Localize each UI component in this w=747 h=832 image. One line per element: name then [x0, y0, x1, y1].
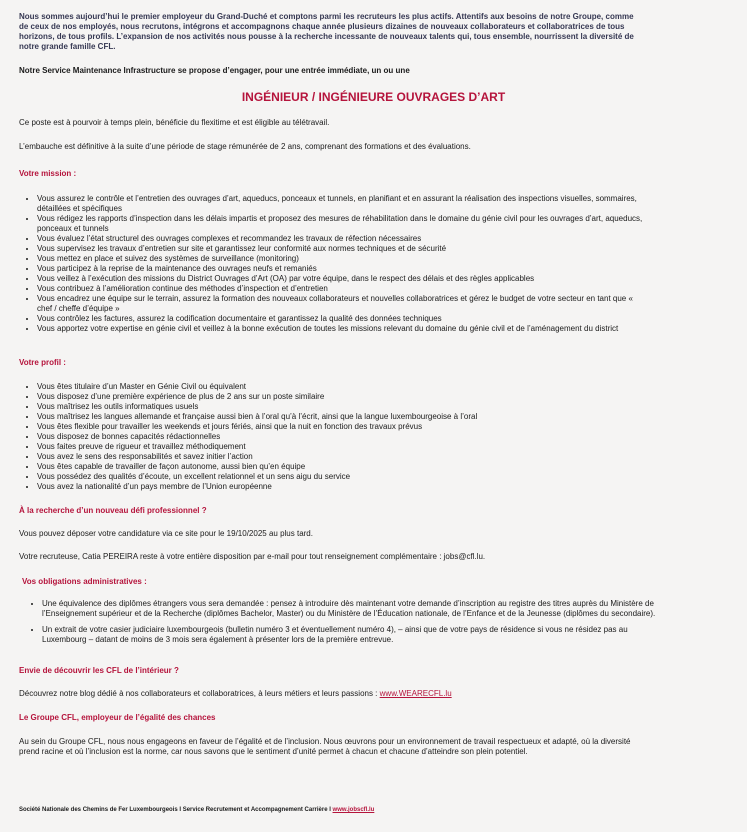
list-item: • Vous êtes titulaire d’un Master en Génie Civil ou équivalent: [37, 382, 647, 392]
list-item: • Vous possédez des qualités d’écoute, un excellent relationnel et un sens aigu du service: [37, 472, 647, 482]
list-item: • Vous avez la nationalité d’un pays membre de l’Union européenne: [37, 482, 647, 492]
intro-paragraph: Nous sommes aujourd’hui le premier employeur du Grand-Duché et comptons parmi les recruteurs les plus actifs. Attentifs aux besoins de notre Groupe, comme de ceux de nos employés, nous recrutons, intégrons et accompagnons chaque année plusieurs dizaines de nouveaux collaborateurs et collaboratrices de tous horizons, de tous profils. L’expansion de nos activités nous pousse à la recherche incessante de nouveaux talents qui, tous ensemble, nourrissent la diversité de notre grande famille CFL.: [19, 12, 634, 51]
list-item: • Vous apportez votre expertise en génie civil et veillez à la bonne exécution de toutes les missions relevant du domaine du génie civil et de l’aménagement du district: [37, 324, 647, 334]
list-item: • Vous disposez d’une première expérience de plus de 2 ans sur un poste similaire: [37, 392, 647, 402]
list-item: • Vous assurez le contrôle et l’entretien des ouvrages d’art, aqueducs, ponceaux et tunnels, en planifiant et en assurant la réalisation des inspections visuelles, sommaires, détaillées et spécifiques: [37, 194, 647, 214]
list-item: • Vous maîtrisez les outils informatiques usuels: [37, 402, 647, 412]
list-item: • Une équivalence des diplômes étrangers vous sera demandée : pensez à introduire dès maintenant votre demande d’inscription au registre des titres auprès du Ministère de l’Enseignement supérieur et de la Recherche (diplômes Bachelor, Master) ou du Ministère de l’Éducation nationale, de l’Enfance et de la Jeunesse (diplômes du secondaire).: [42, 599, 657, 619]
deadline-text: Vous pouvez déposer votre candidature via ce site pour le 19/10/2025 au plus tard.: [19, 529, 313, 538]
list-item: • Vous avez le sens des responsabilités et savez initier l’action: [37, 452, 647, 462]
list-item: • Vous êtes flexible pour travailler les weekends et jours fériés, ainsi que la nuit en fonction des travaux prévus: [37, 422, 647, 432]
equality-text: Au sein du Groupe CFL, nous nous engageons en faveur de l’égalité et de l’inclusion. Nous œuvrons pour un environnement de travail respectueux et adapté, où la diversité prend racine et où l’inclusion est la norme, car nous savons que le sentiment d’unité permet à chacun et chacune d’atteindre son plein potentiel.: [19, 737, 631, 756]
job-title: INGÉNIEUR / INGÉNIEURE OUVRAGES D’ART: [241, 90, 506, 104]
equality-heading: Le Groupe CFL, employeur de l’égalité des chances: [19, 713, 216, 722]
hiring-text: L’embauche est définitive à la suite d’une période de stage rémunérée de 2 ans, comprenant des formations et des évaluations.: [19, 142, 471, 151]
obligations-heading: Vos obligations administratives :: [22, 577, 147, 586]
list-item: • Vous rédigez les rapports d’inspection dans les délais impartis et proposez des mesures de réhabilitation dans le domaine du génie civil pour les ouvrages d’art, aqueducs, ponceaux et tunnels: [37, 214, 647, 234]
footer: [19, 806, 374, 814]
service-line: Notre Service Maintenance Infrastructure se propose d’engager, pour une entrée immédiate, un ou une: [19, 66, 410, 75]
profile-list: [19, 382, 647, 492]
list-item: • Vous mettez en place et suivez des systèmes de surveillance (monitoring): [37, 254, 647, 264]
list-item: • Vous faites preuve de rigueur et travaillez méthodiquement: [37, 442, 647, 452]
list-item: • Vous veillez à l’exécution des missions du District Ouvrages d’Art (OA) par votre équipe, dans le respect des délais et des règles applicables: [37, 274, 647, 284]
challenge-heading: À la recherche d’un nouveau défi professionnel ?: [19, 506, 207, 515]
discover-text: Découvrez notre blog dédié à nos collaborateurs et collaboratrices, à leurs métiers et leurs passions :: [19, 689, 380, 698]
profile-heading: Votre profil :: [19, 358, 66, 367]
mission-heading: Votre mission :: [19, 169, 77, 178]
obligations-list: [19, 599, 657, 651]
list-item: • Vous disposez de bonnes capacités rédactionnelles: [37, 432, 647, 442]
contact-text: Votre recruteuse, Catia PEREIRA reste à votre entière disposition par e-mail pour tout renseignement complémentaire : jobs@cfl.lu.: [19, 552, 486, 561]
list-item: • Un extrait de votre casier judiciaire luxembourgeois (bulletin numéro 3 et éventuellement numéro 4), – ainsi que de votre pays de résidence si vous ne résidez pas au Luxembourg – datant de moins de 3 mois sera également à présenter lors de la première entrevue.: [42, 625, 657, 645]
list-item: • Vous êtes capable de travailler de façon autonome, aussi bien qu’en équipe: [37, 462, 647, 472]
list-item: • Vous supervisez les travaux d’entretien sur site et garantissez leur conformité aux normes techniques et de sécurité: [37, 244, 647, 254]
mission-list: [19, 194, 647, 334]
footer-text: Société Nationale des Chemins de Fer Luxembourgeois I Service Recrutement et Accompagnement Carrière I: [19, 807, 333, 813]
blog-link[interactable]: www.WEARECFL.lu: [379, 689, 452, 698]
list-item: • Vous contribuez à l’amélioration continue des méthodes d’inspection et d’entretien: [37, 284, 647, 294]
list-item: • Vous participez à la reprise de la maintenance des ouvrages neufs et remaniés: [37, 264, 647, 274]
list-item: • Vous évaluez l’état structurel des ouvrages complexes et recommandez les travaux de réfection nécessaires: [37, 234, 647, 244]
discover-heading: Envie de découvrir les CFL de l’intérieur ?: [19, 666, 179, 675]
list-item: • Vous encadrez une équipe sur le terrain, assurez la formation des nouveaux collaborateurs et nouvelles collaboratrices et gérez le budget de votre secteur en tant que « chef / cheffe d’équipe »: [37, 294, 647, 314]
list-item: • Vous maîtrisez les langues allemande et française aussi bien à l’oral qu’à l’écrit, ainsi que la langue luxembourgeoise à l’oral: [37, 412, 647, 422]
footer-link[interactable]: www.jobscfl.lu: [332, 807, 375, 813]
discover-paragraph: [19, 689, 452, 699]
conditions-text: Ce poste est à pourvoir à temps plein, bénéficie du flexitime et est éligible au télétravail.: [19, 118, 330, 127]
list-item: • Vous contrôlez les factures, assurez la codification documentaire et garantissez la qualité des données techniques: [37, 314, 647, 324]
